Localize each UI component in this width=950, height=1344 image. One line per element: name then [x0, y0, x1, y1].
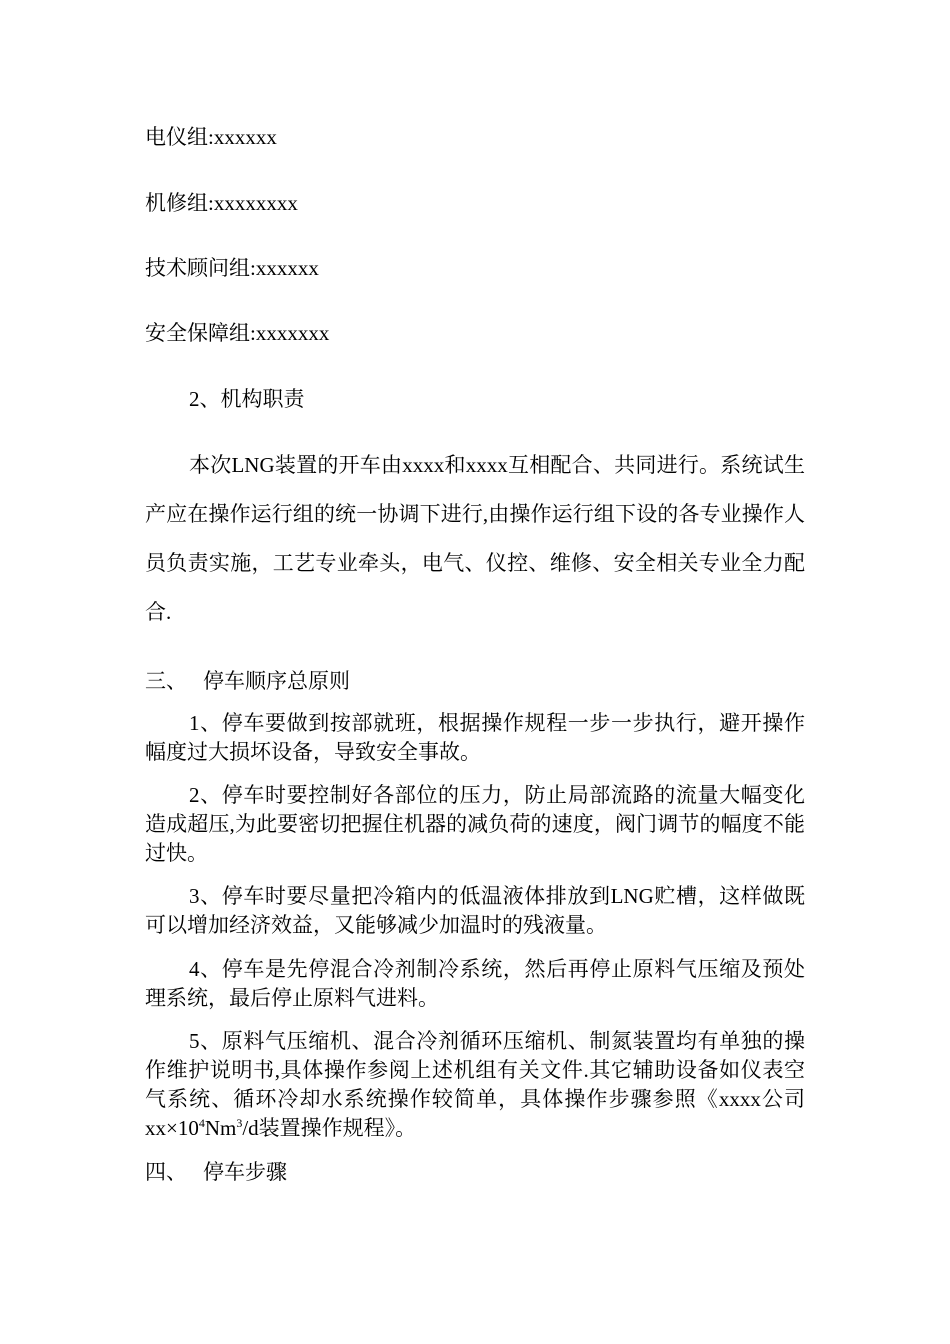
- section-3-item-5-end: /d装置操作规程》。: [242, 1116, 417, 1140]
- section-3-number: 三、: [145, 669, 187, 693]
- section-4-heading: [145, 1157, 287, 1187]
- section-4-title: 停车步骤: [203, 1160, 287, 1184]
- group-safety-assurance: 安全保障组:xxxxxxx: [145, 321, 330, 345]
- section-3-item-5-text: 5、原料气压缩机、混合冷剂循环压缩机、制氮装置均有单独的操作维护说明书,具体操作参阅上述机组有关文件.其它辅助设备如仪表空气系统、循环冷却水系统操作较简单，具体操作步骤参照《xxxx公司xx×10: [145, 1029, 805, 1140]
- exponent-4: 4: [198, 1116, 205, 1130]
- section-3-item-3: 3、停车时要尽量把冷箱内的低温液体排放到LNG贮槽，这样做既可以增加经济效益，又能够减少加温时的残液量。: [145, 884, 805, 937]
- section-4-number: 四、: [145, 1160, 187, 1184]
- unit-nm: Nm: [204, 1116, 237, 1140]
- section-3-heading: [145, 666, 350, 696]
- section-3-item-4: 4、停车是先停混合冷剂制冷系统，然后再停止原料气压缩及预处理系统，最后停止原料气进料。: [145, 957, 805, 1010]
- group-mechanical-repair: 机修组:xxxxxxxx: [145, 191, 298, 215]
- group-electrical-instrument: 电仪组:xxxxxx: [145, 125, 277, 149]
- section-3-item-2: 2、停车时要控制好各部位的压力，防止局部流路的流量大幅变化造成超压,为此要密切把握住机器的减负荷的速度，阀门调节的幅度不能过快。: [145, 783, 805, 865]
- section-3-title: 停车顺序总原则: [203, 669, 350, 693]
- exponent-3: 3: [236, 1116, 243, 1130]
- group-technical-advisory: 技术顾问组:xxxxxx: [145, 256, 319, 280]
- section-2-title: 2、机构职责: [189, 387, 305, 411]
- section-2-body: 本次LNG装置的开车由xxxx和xxxx互相配合、共同进行。系统试生产应在操作运行组的统一协调下进行,由操作运行组下设的各专业操作人员负责实施，工艺专业牵头，电气、仪控、维修、安全相关专业全力配合.: [145, 453, 805, 624]
- section-3-item-5: [145, 1027, 805, 1143]
- section-3-item-1: 1、停车要做到按部就班，根据操作规程一步一步执行，避开操作幅度过大损坏设备，导致安全事故。: [145, 711, 805, 764]
